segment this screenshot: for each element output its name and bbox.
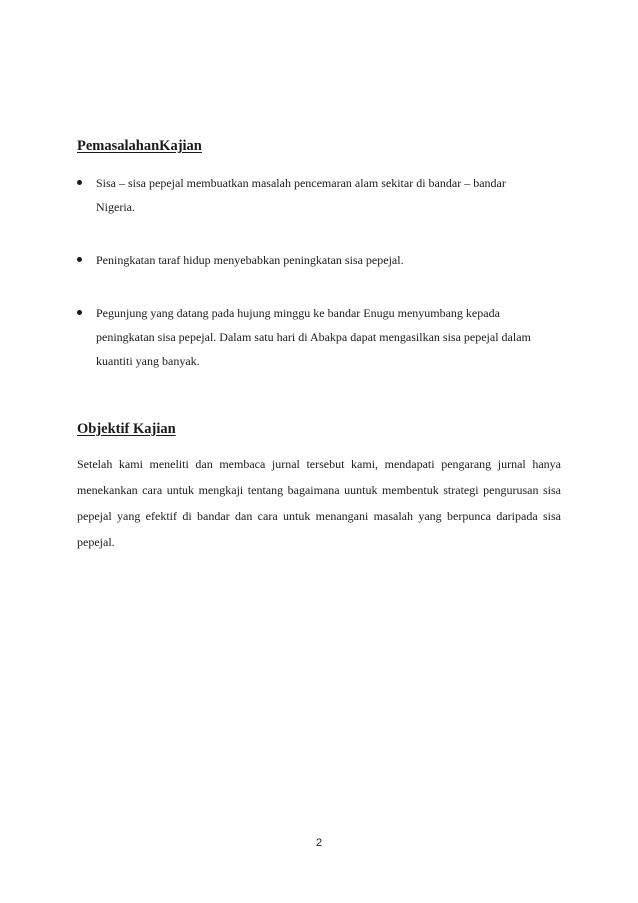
page-number: 2 <box>315 837 323 849</box>
problem-bullet-list <box>77 171 567 402</box>
list-item <box>77 301 536 373</box>
bullet-icon <box>77 180 82 185</box>
bullet-text: Pegunjung yang datang pada hujung minggu ke bandar Enugu menyumbang kepada peningkatan sisa pepejal. Dalam satu hari di Abakpa dapat mengasilkan sisa pepejal dalam kuantiti yang banyak. <box>96 306 531 368</box>
section-heading-pemasalahan-kajian: PemasalahanKajian <box>77 138 202 154</box>
bullet-icon <box>77 257 82 262</box>
bullet-text: Peningkatan taraf hidup menyebabkan peningkatan sisa pepejal. <box>96 253 404 267</box>
bullet-text: Sisa – sisa pepejal membuatkan masalah pencemaran alam sekitar di bandar – bandar Nigeria. <box>96 176 506 214</box>
section-heading-objektif-kajian: Objektif Kajian <box>77 421 176 437</box>
list-item <box>77 171 536 219</box>
list-item <box>77 248 536 272</box>
objective-paragraph: Setelah kami meneliti dan membaca jurnal tersebut kami, mendapati pengarang jurnal hanya menekankan cara untuk mengkaji tentang bagaimana uuntuk membentuk strategi pengurusan sisa pepejal yang efektif di bandar dan cara untuk menangani masalah yang berpunca daripada sisa pepejal. <box>77 457 561 549</box>
bullet-icon <box>77 310 82 315</box>
